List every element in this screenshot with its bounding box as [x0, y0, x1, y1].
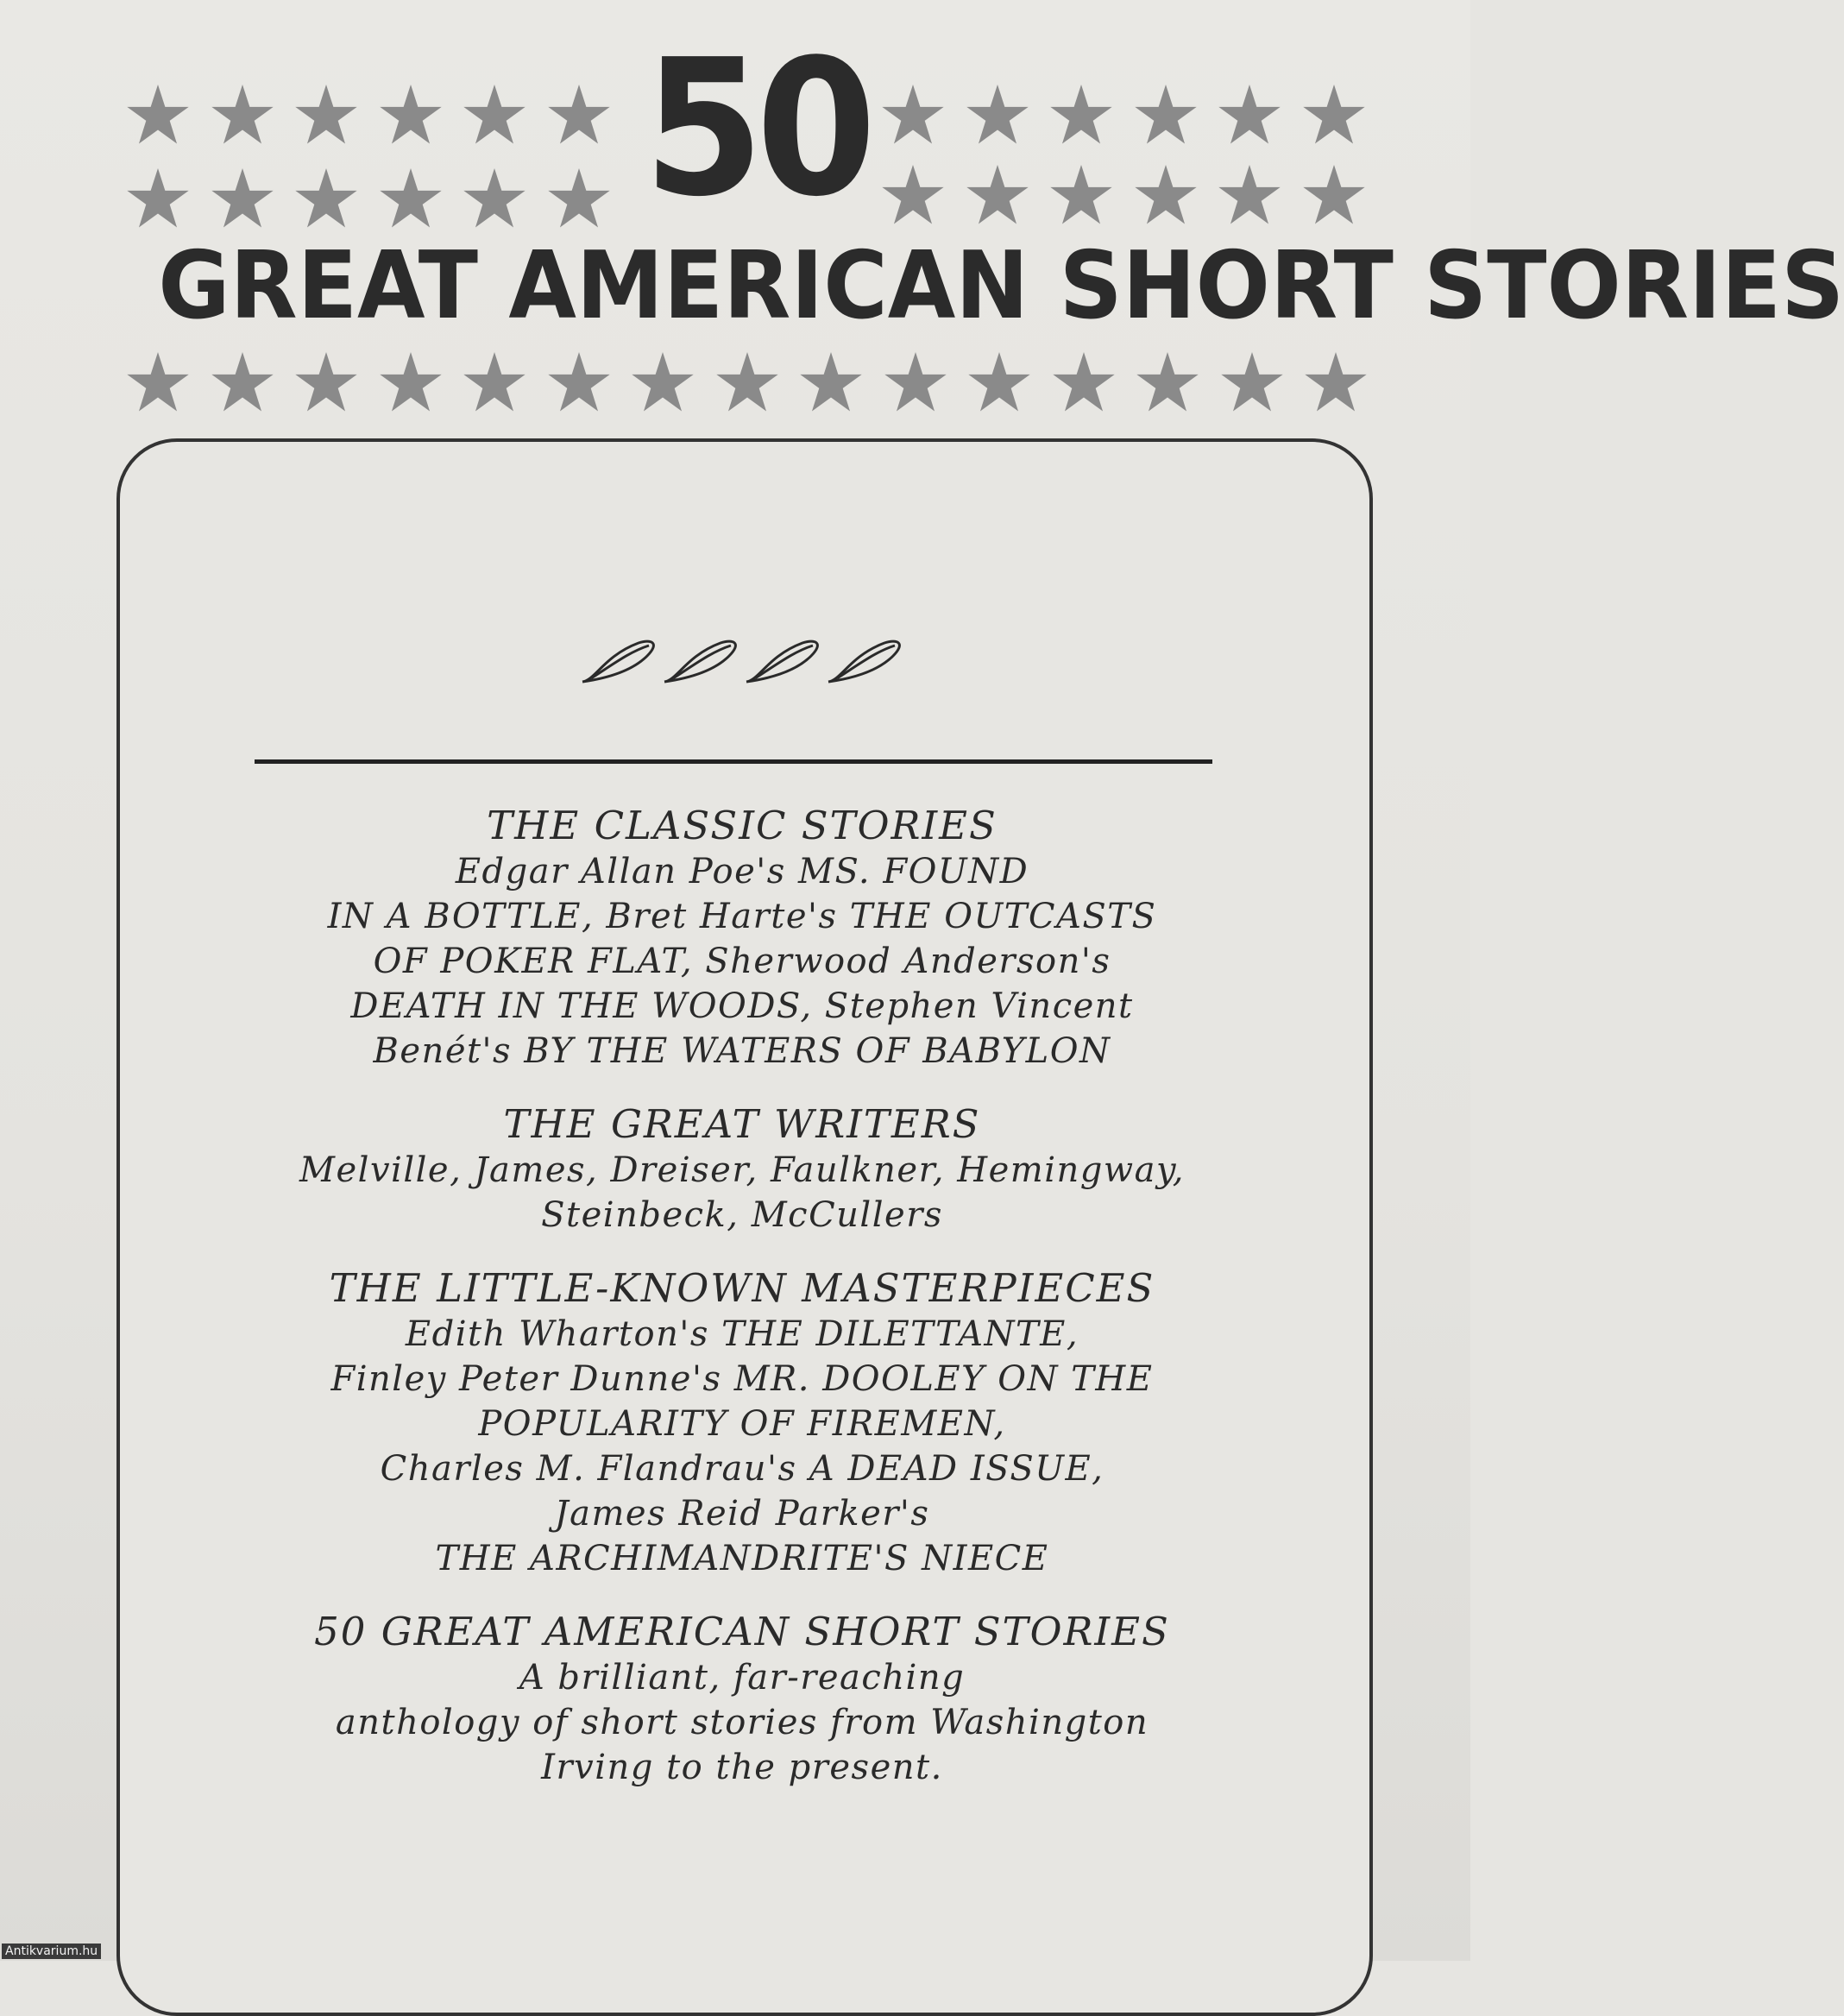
star-icon — [965, 82, 1030, 148]
star-icon — [798, 350, 864, 415]
section-line: THE ARCHIMANDRITE'S NIECE — [435, 1539, 1049, 1578]
star-icon — [1133, 162, 1199, 228]
section-line: DEATH IN THE WOODS, Stephen Vincent — [350, 986, 1134, 1026]
star-icon — [378, 350, 444, 415]
section-line: Steinbeck, McCullers — [541, 1195, 943, 1235]
star-icon — [630, 350, 695, 415]
section-line: Edgar Allan Poe's MS. FOUND — [455, 852, 1029, 891]
star-icon — [462, 82, 527, 148]
star-icon — [210, 350, 275, 415]
section-heading: THE CLASSIC STORIES — [487, 803, 998, 848]
section-line: Irving to the present. — [541, 1748, 943, 1787]
star-icon — [378, 82, 444, 148]
section-line: Benét's BY THE WATERS OF BABYLON — [373, 1031, 1111, 1071]
section-great-writers — [207, 1101, 1277, 1238]
star-icon — [1301, 82, 1367, 148]
star-icon — [125, 166, 191, 231]
star-icon — [462, 166, 527, 231]
section-line: POPULARITY OF FIREMEN, — [478, 1404, 1006, 1444]
section-line: A brilliant, far-reaching — [519, 1658, 966, 1698]
section-anthology-blurb — [207, 1609, 1277, 1790]
section-line: IN A BOTTLE, Bret Harte's THE OUTCASTS — [327, 897, 1157, 936]
star-row-bottom — [125, 350, 1388, 427]
section-line: Finley Peter Dunne's MR. DOOLEY ON THE — [330, 1359, 1154, 1399]
star-icon — [546, 166, 612, 231]
star-row-top-left — [125, 82, 630, 160]
cover-title: GREAT AMERICAN SHORT STORIES — [158, 232, 1844, 340]
star-icon — [210, 166, 275, 231]
star-icon — [293, 166, 359, 231]
star-icon — [378, 166, 444, 231]
star-icon — [462, 350, 527, 415]
section-heading: THE LITTLE-KNOWN MASTERPIECES — [329, 1265, 1155, 1311]
star-icon — [546, 82, 612, 148]
section-line: Charles M. Flandrau's A DEAD ISSUE, — [380, 1449, 1105, 1489]
section-line: OF POKER FLAT, Sherwood Anderson's — [373, 942, 1111, 981]
section-classic-stories — [207, 803, 1277, 1074]
star-icon — [1303, 350, 1369, 415]
cover-number: 50 — [643, 20, 869, 238]
section-line: Melville, James, Dreiser, Faulkner, Hemingway, — [299, 1150, 1185, 1190]
horizontal-rule — [255, 759, 1212, 764]
star-icon — [1133, 82, 1199, 148]
star-row-top-right — [880, 82, 1385, 160]
star-icon — [293, 350, 359, 415]
star-icon — [1219, 350, 1285, 415]
section-line: Edith Wharton's THE DILETTANTE, — [405, 1314, 1079, 1354]
star-icon — [1048, 162, 1114, 228]
star-icon — [546, 350, 612, 415]
star-icon — [1048, 82, 1114, 148]
star-icon — [883, 350, 948, 415]
star-icon — [714, 350, 780, 415]
star-icon — [880, 82, 946, 148]
star-icon — [125, 82, 191, 148]
leaf-ornament-icon — [570, 630, 915, 690]
star-icon — [1217, 82, 1282, 148]
watermark: Antikvarium.hu — [2, 1944, 101, 1959]
star-icon — [1217, 162, 1282, 228]
star-icon — [1051, 350, 1117, 415]
section-little-known-masterpieces — [207, 1265, 1277, 1581]
section-heading: 50 GREAT AMERICAN SHORT STORIES — [314, 1609, 1170, 1654]
section-line: anthology of short stories from Washington — [335, 1703, 1149, 1742]
section-heading: THE GREAT WRITERS — [503, 1101, 981, 1147]
star-icon — [965, 162, 1030, 228]
star-icon — [293, 82, 359, 148]
star-icon — [1301, 162, 1367, 228]
star-icon — [210, 82, 275, 148]
star-icon — [1135, 350, 1200, 415]
star-icon — [125, 350, 191, 415]
star-icon — [880, 162, 946, 228]
contents-text — [207, 803, 1277, 1790]
section-line: James Reid Parker's — [554, 1494, 930, 1534]
star-icon — [966, 350, 1032, 415]
